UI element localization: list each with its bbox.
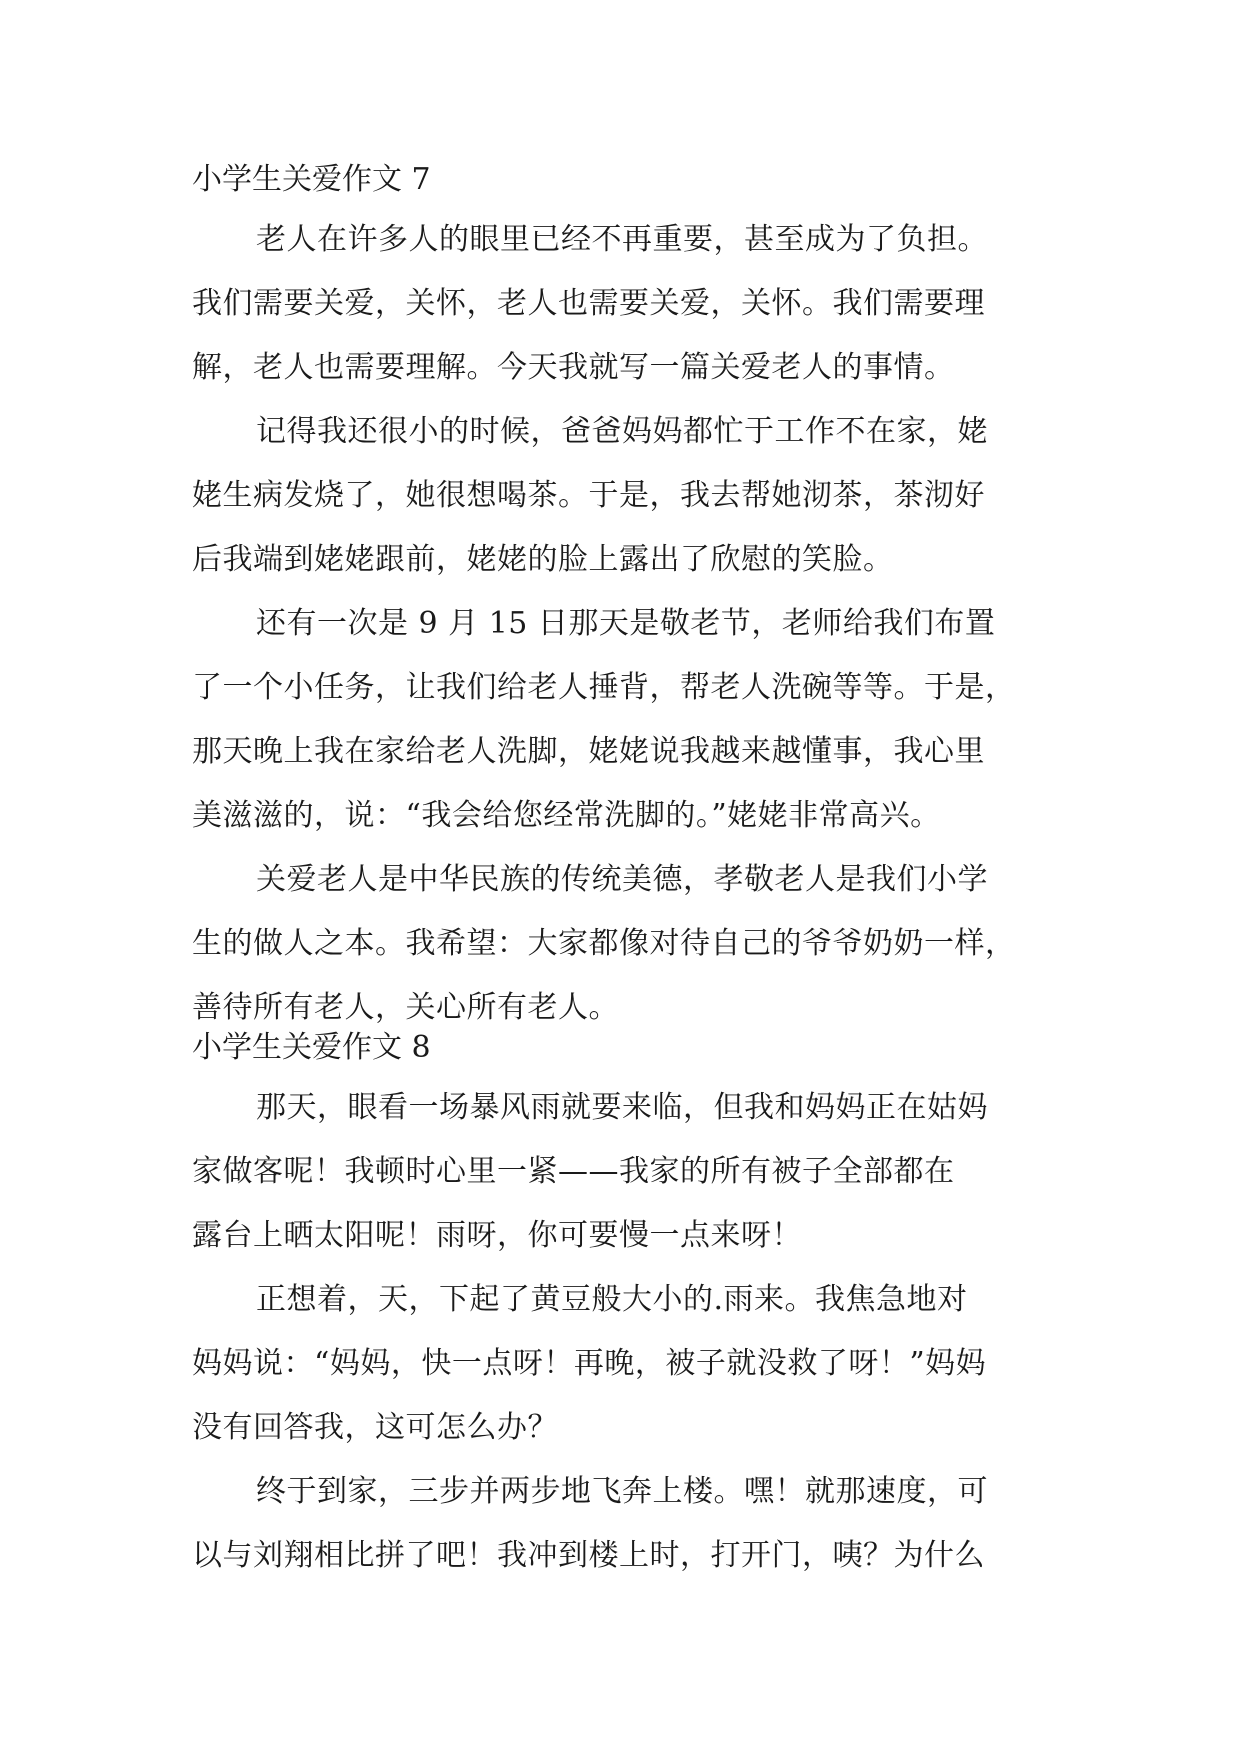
text-line: 我们需要关爱，关怀，老人也需要关爱，关怀。我们需要理 — [192, 286, 985, 321]
text-line: 那天晚上我在家给老人洗脚，姥姥说我越来越懂事，我心里 — [192, 734, 985, 769]
essay-section — [192, 1028, 1072, 1588]
paragraph — [192, 1460, 1072, 1588]
paragraph — [192, 400, 1072, 592]
text-line: 姥生病发烧了，她很想喝茶。于是，我去帮她沏茶，茶沏好 — [192, 478, 985, 513]
text-line: 美滋滋的，说：“我会给您经常洗脚的。”姥姥非常高兴。 — [192, 798, 941, 833]
essay-section — [192, 160, 1072, 1040]
paragraph — [192, 592, 1072, 848]
paragraph — [192, 1076, 1072, 1268]
paragraph — [192, 848, 1072, 1040]
essay-body — [192, 208, 1072, 1040]
text-line: 没有回答我，这可怎么办？ — [192, 1410, 558, 1445]
text-line: 关爱老人是中华民族的传统美德，孝敬老人是我们小学 — [256, 862, 988, 897]
text-line: 老人在许多人的眼里已经不再重要，甚至成为了负担。 — [256, 222, 988, 257]
text-line: 善待所有老人，关心所有老人。 — [192, 990, 619, 1025]
text-line: 那天，眼看一场暴风雨就要来临，但我和妈妈正在姑妈 — [256, 1090, 988, 1125]
text-line: 了一个小任务，让我们给老人捶背，帮老人洗碗等等。于是， — [192, 670, 1016, 705]
text-line: 家做客呢！我顿时心里一紧——我家的所有被子全部都在 — [192, 1154, 955, 1189]
paragraph — [192, 208, 1072, 400]
text-line: 露台上晒太阳呢！雨呀，你可要慢一点来呀！ — [192, 1218, 802, 1253]
text-line: 妈妈说：“妈妈，快一点呀！再晚，被子就没救了呀！”妈妈 — [192, 1346, 987, 1381]
text-line: 终于到家，三步并两步地飞奔上楼。嘿！就那速度，可 — [256, 1474, 988, 1509]
text-line: 解，老人也需要理解。今天我就写一篇关爱老人的事情。 — [192, 350, 955, 385]
text-line: 记得我还很小的时候，爸爸妈妈都忙于工作不在家，姥 — [256, 414, 988, 449]
essay-title: 小学生关爱作文 7 — [192, 162, 431, 197]
text-line: 正想着，天，下起了黄豆般大小的.雨来。我焦急地对 — [256, 1282, 968, 1317]
text-line: 还有一次是 9 月 15 日那天是敬老节，老师给我们布置 — [256, 606, 996, 641]
essay-body — [192, 1076, 1072, 1588]
text-line: 生的做人之本。我希望：大家都像对待自己的爷爷奶奶一样， — [192, 926, 1016, 961]
text-line: 后我端到姥姥跟前，姥姥的脸上露出了欣慰的笑脸。 — [192, 542, 894, 577]
paragraph — [192, 1268, 1072, 1460]
text-line: 以与刘翔相比拼了吧！我冲到楼上时，打开门，咦？为什么 — [192, 1538, 985, 1573]
essay-title: 小学生关爱作文 8 — [192, 1030, 431, 1065]
